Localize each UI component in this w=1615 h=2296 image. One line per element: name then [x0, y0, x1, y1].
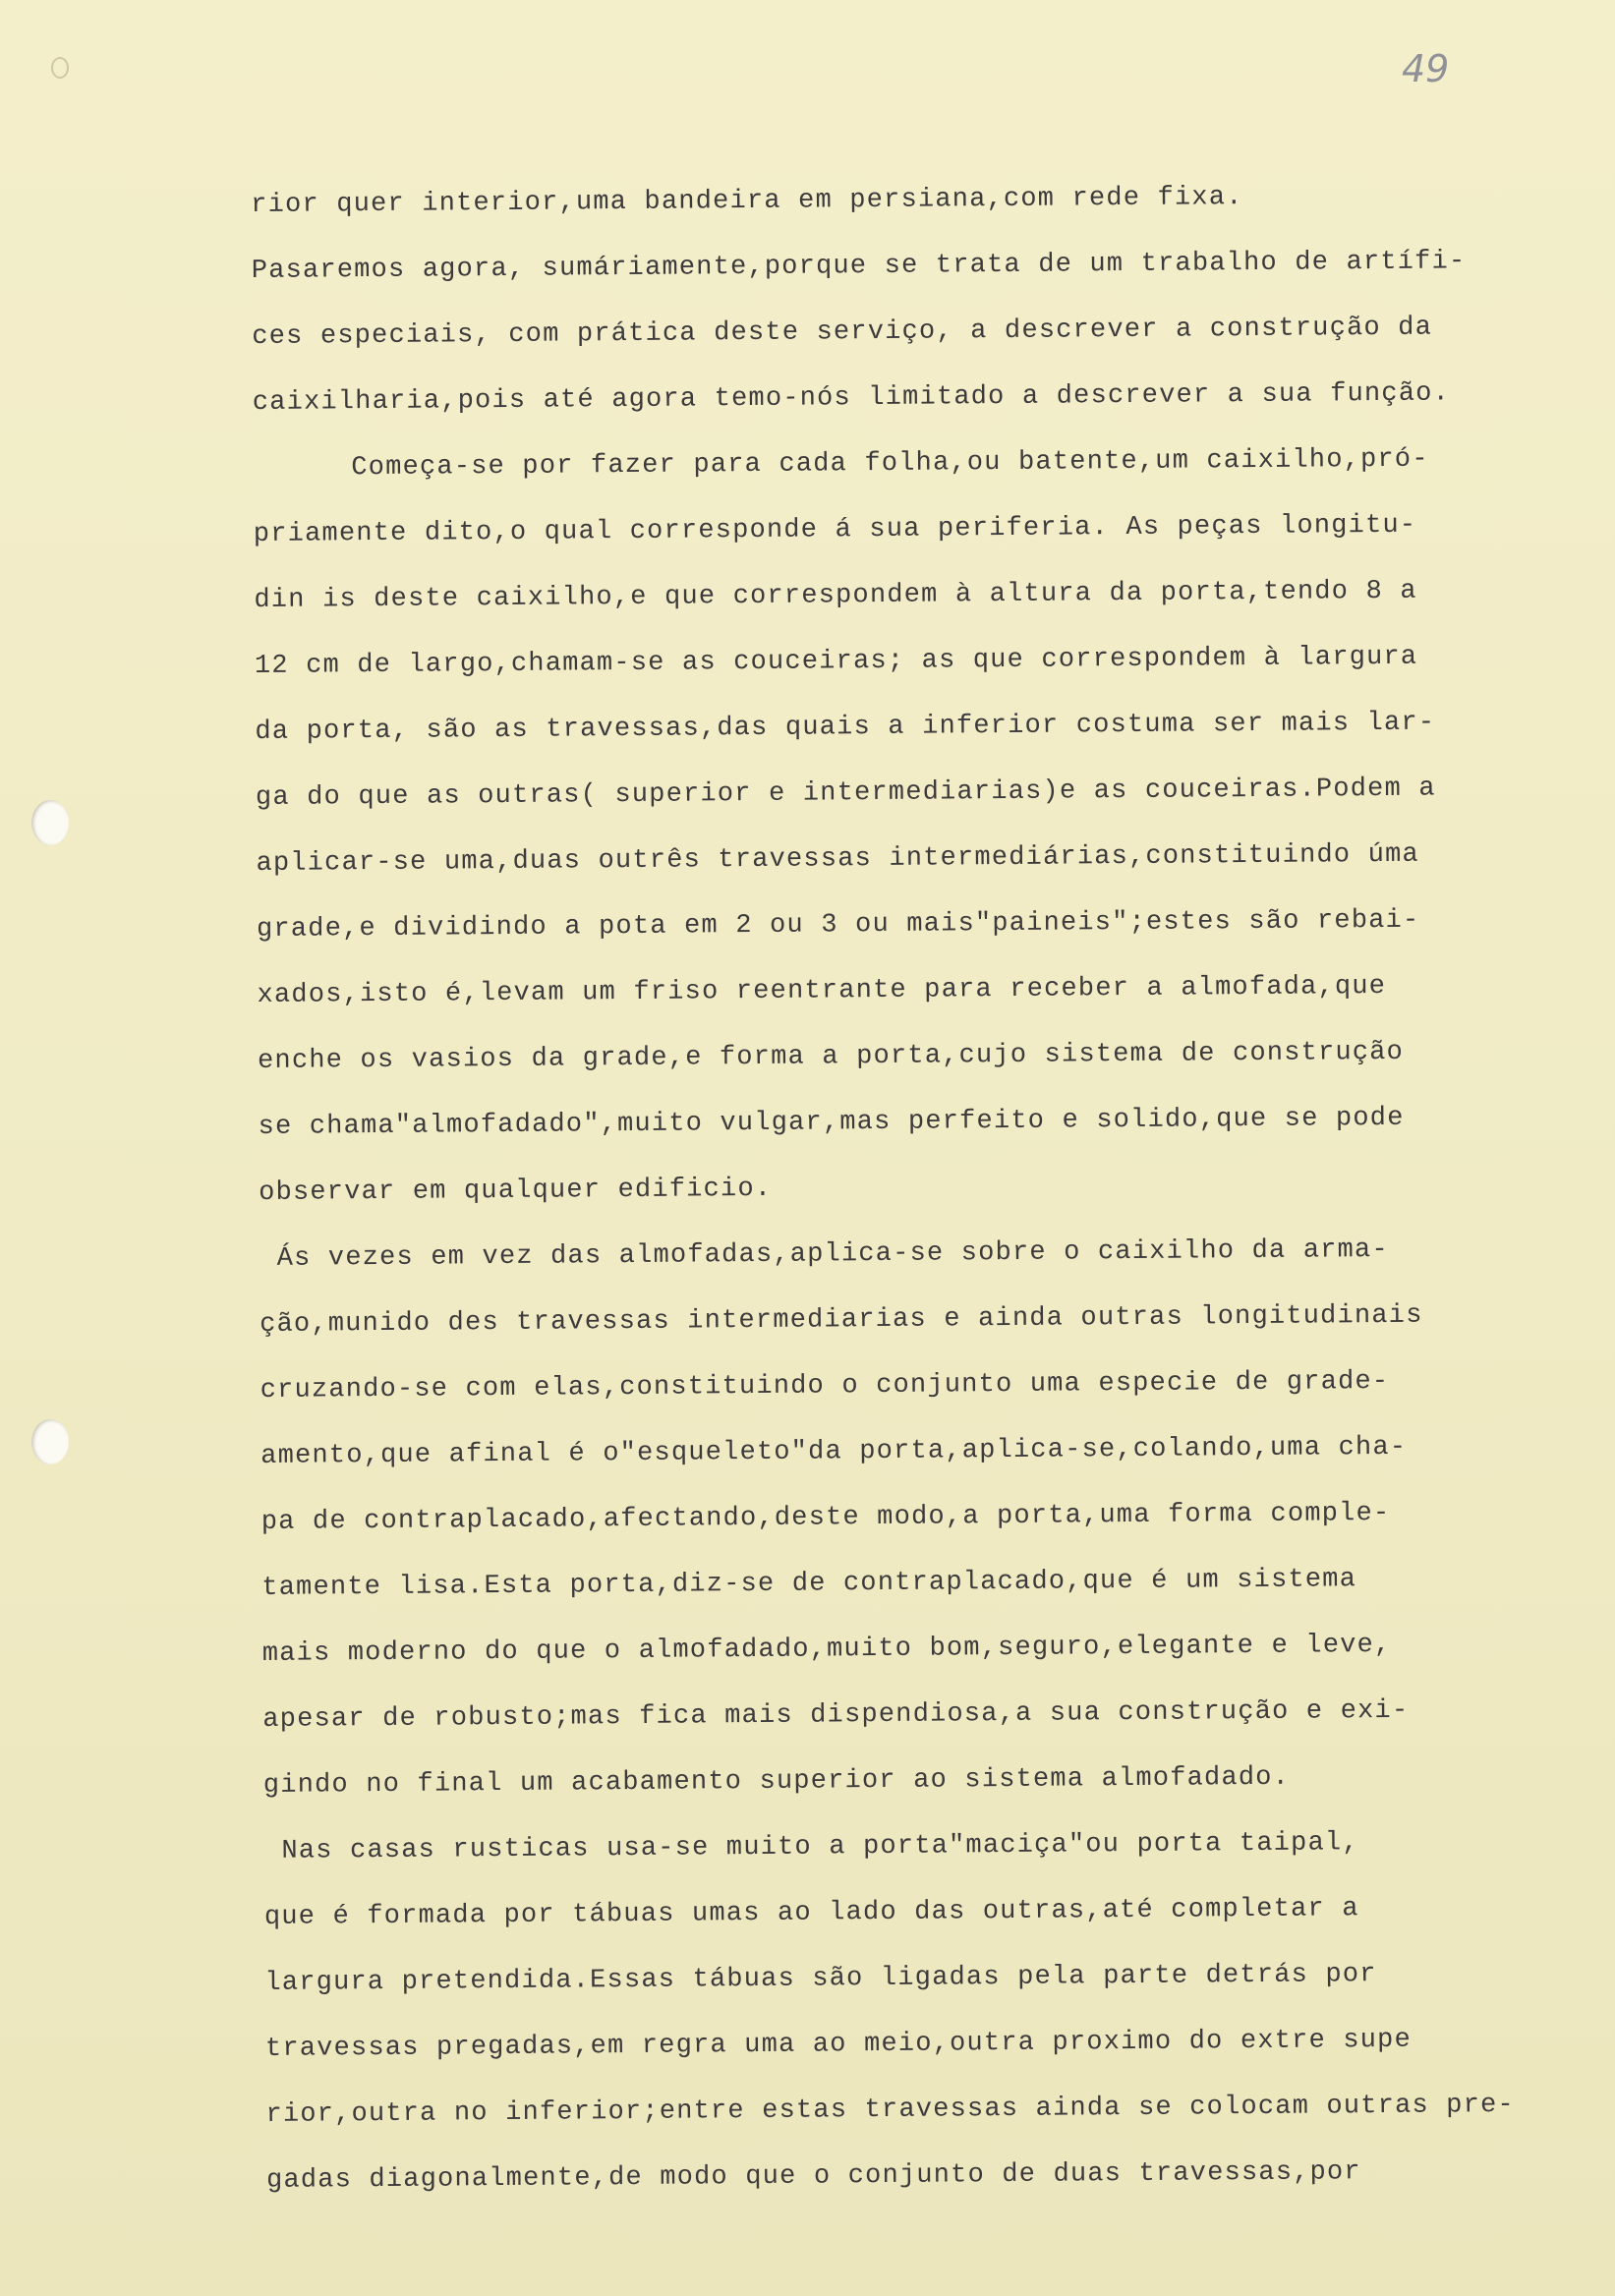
- text-line: amento,que afinal é o"esqueleto"da porta,aplica-se,colando,uma cha-: [260, 1432, 1408, 1471]
- text-line: ces especiais, com prática deste serviço, a descrever a construção da: [252, 313, 1433, 352]
- text-line: xados,isto é,levam um friso reentrante para receber a almofada,que: [257, 971, 1387, 1010]
- text-line: se chama"almofadado",muito vulgar,mas perfeito e solido,que se pode: [258, 1103, 1405, 1142]
- typed-text-body: [251, 162, 1603, 2214]
- text-line: ga do que as outras( superior e intermediarias)e as couceiras.Podem a: [255, 774, 1436, 813]
- text-line: din is deste caixilho,e que correspondem à altura da porta,tendo 8 a: [254, 576, 1417, 615]
- punch-hole-lower: [31, 1419, 69, 1464]
- text-line: enche os vasios da grade,e forma a porta,cujo sistema de construção: [257, 1037, 1405, 1076]
- text-line: pa de contraplacado,afectando,deste modo,a porta,uma forma comple-: [260, 1498, 1391, 1537]
- text-line: mais moderno do que o almofadado,muito bom,seguro,elegante e leve,: [261, 1630, 1392, 1669]
- text-line: travessas pregadas,em regra uma ao meio,outra proximo do extre supe: [264, 2025, 1413, 2064]
- text-line: aplicar-se uma,duas outrês travessas intermediárias,constituindo úma: [256, 839, 1419, 879]
- text-line: que é formada por tábuas umas ao lado das outras,até completar a: [263, 1894, 1359, 1932]
- text-line: ção,munido des travessas intermediarias e ainda outras longitudinais: [260, 1300, 1423, 1340]
- text-line: tamente lisa.Esta porta,diz-se de contraplacado,que é um sistema: [261, 1565, 1357, 1603]
- text-line: Começa-se por fazer para cada folha,ou batente,um caixilho,pró-: [351, 444, 1429, 484]
- text-line: grade,e dividindo a pota em 2 ou 3 ou mais"paineis";estes são rebai-: [256, 905, 1420, 945]
- text-line: apesar de robusto;mas fica mais dispendiosa,a sua construção e exi-: [262, 1695, 1410, 1735]
- text-line: observar em qualquer edificio.: [259, 1174, 773, 1208]
- text-line: Ás vezes em vez das almofadas,aplica-se sobre o caixilho da arma-: [276, 1234, 1389, 1274]
- text-line: caixilharia,pois até agora temo-nós limitado a descrever a sua função.: [252, 378, 1451, 418]
- text-line: largura pretendida.Essas tábuas são ligadas pela parte detrás por: [264, 1960, 1377, 1998]
- text-line: da porta, são as travessas,das quais a inferior costuma ser mais lar-: [255, 708, 1436, 747]
- text-line: Pasaremos agora, sumáriamente,porque se trata de um trabalho de artífi-: [251, 247, 1467, 286]
- punch-hole-upper: [31, 800, 69, 845]
- text-line: rior quer interior,uma bandeira em persiana,com rede fixa.: [251, 183, 1243, 220]
- text-line: cruzando-se com elas,constituindo o conjunto uma especie de grade-: [260, 1366, 1390, 1406]
- text-line: Nas casas rusticas usa-se muito a porta"maciça"ou porta taipal,: [281, 1828, 1359, 1866]
- text-line: priamente dito,o qual corresponde á sua periferia. As peças longitu-: [253, 510, 1417, 549]
- ring-mark-top: [51, 57, 69, 79]
- text-line: gindo no final um acabamento superior ao sistema almofadado.: [262, 1762, 1291, 1801]
- text-line: gadas diagonalmente,de modo que o conjunto de duas travessas,por: [265, 2157, 1361, 2196]
- text-line: 12 cm de largo,chamam-se as couceiras; as que correspondem à largura: [254, 642, 1418, 681]
- text-line: rior,outra no inferior;entre estas travessas ainda se colocam outras pre-: [265, 2090, 1516, 2130]
- page-number: 49: [1402, 47, 1450, 90]
